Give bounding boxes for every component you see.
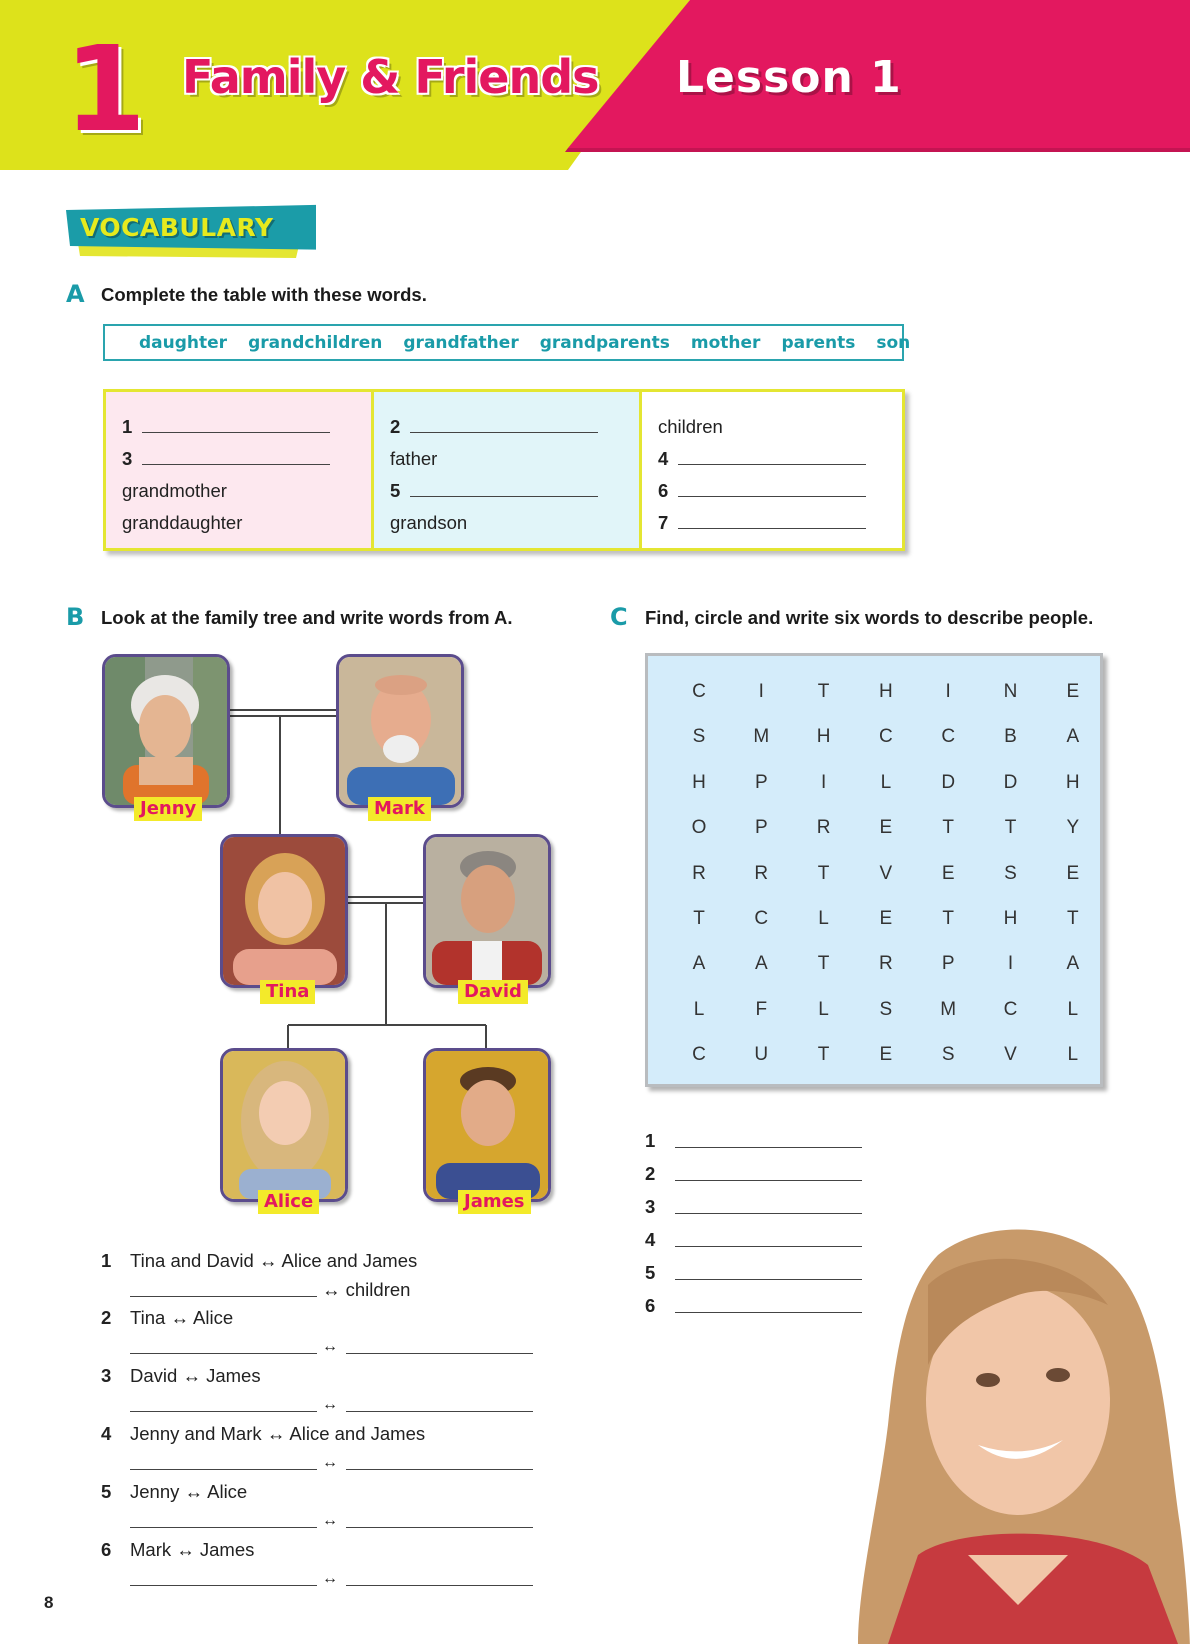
table-item-number: 2 bbox=[390, 416, 401, 437]
photo-alice bbox=[220, 1048, 348, 1202]
answer-blank[interactable] bbox=[130, 1411, 317, 1412]
item-number: 2 bbox=[101, 1307, 112, 1328]
name-label-david: David bbox=[458, 980, 528, 1004]
word-search-letter[interactable]: P bbox=[754, 817, 768, 839]
exercise-b-item-2 bbox=[101, 1307, 233, 1329]
answer-blank[interactable] bbox=[142, 416, 330, 433]
word-search-letter[interactable]: B bbox=[1004, 726, 1017, 748]
word-search-letter[interactable]: L bbox=[880, 771, 892, 793]
answer-number: 4 bbox=[645, 1229, 656, 1250]
word-search-grid[interactable] bbox=[645, 653, 1103, 1087]
answer-blank[interactable] bbox=[346, 1353, 533, 1354]
word-search-letter[interactable]: S bbox=[941, 1044, 955, 1066]
unit-header bbox=[0, 0, 1190, 175]
answer-blank[interactable] bbox=[346, 1527, 533, 1528]
word-search-letter[interactable]: E bbox=[879, 908, 893, 929]
name-label-alice: Alice bbox=[258, 1190, 319, 1214]
answer-blank[interactable] bbox=[130, 1527, 317, 1528]
answer-blank[interactable] bbox=[142, 448, 330, 465]
word-bank-item: daughter bbox=[139, 332, 228, 353]
word-search-letter[interactable]: D bbox=[941, 771, 956, 793]
exercise-b-item-4 bbox=[101, 1423, 425, 1445]
answer-blank[interactable] bbox=[675, 1147, 862, 1148]
word-search-letter[interactable]: T bbox=[693, 908, 705, 929]
photo-mark bbox=[336, 654, 464, 808]
word-search-letter[interactable]: C bbox=[941, 726, 956, 748]
vocabulary-badge bbox=[66, 200, 316, 260]
word-search-letter[interactable]: I bbox=[1007, 953, 1014, 975]
word-search-letter[interactable]: A bbox=[1066, 726, 1080, 748]
word-search-letter[interactable]: T bbox=[942, 908, 954, 929]
exercise-b-item-3 bbox=[101, 1365, 261, 1387]
word-search-letter[interactable]: L bbox=[818, 998, 829, 1020]
word-search-letter[interactable]: Y bbox=[1066, 817, 1080, 839]
word-search-letter[interactable]: V bbox=[879, 862, 893, 884]
item-prompt: David ↔ James bbox=[130, 1365, 261, 1386]
item-prompt: Tina and David ↔ Alice and James bbox=[130, 1250, 418, 1271]
answer-blank[interactable] bbox=[675, 1213, 862, 1214]
arrow-symbol: ↔ bbox=[322, 1454, 338, 1471]
word-box bbox=[103, 324, 911, 361]
word-search-letter[interactable]: U bbox=[754, 1044, 769, 1066]
answer-number: 3 bbox=[645, 1196, 656, 1217]
word-search-letter[interactable]: P bbox=[754, 771, 768, 793]
word-search-letter[interactable]: R bbox=[879, 953, 893, 975]
answer-blank[interactable] bbox=[410, 416, 598, 433]
table-item-number: 6 bbox=[658, 480, 669, 501]
photo-jenny bbox=[102, 654, 230, 808]
word-search-letter[interactable]: T bbox=[817, 862, 830, 884]
answer-number: 5 bbox=[645, 1262, 656, 1283]
word-search-letter[interactable]: D bbox=[1003, 771, 1018, 793]
item-number: 3 bbox=[101, 1365, 112, 1386]
word-search-letter[interactable]: E bbox=[1066, 681, 1080, 702]
word-search-letter[interactable]: C bbox=[879, 726, 893, 748]
smiling-girl-photo bbox=[818, 1225, 1190, 1644]
word-search-letter[interactable]: I bbox=[820, 771, 827, 793]
word-search-letter[interactable]: I bbox=[945, 681, 951, 702]
word-bank-item: grandchildren bbox=[248, 332, 383, 353]
word-search-letter[interactable]: N bbox=[1003, 681, 1018, 702]
exercise-b-item-6 bbox=[101, 1539, 254, 1561]
exercise-b-item-1 bbox=[101, 1250, 417, 1272]
answer-number: 1 bbox=[645, 1130, 656, 1151]
item-prompt: Jenny ↔ Alice bbox=[130, 1481, 248, 1502]
word-search-letter[interactable]: H bbox=[879, 681, 893, 702]
answer-blank[interactable] bbox=[678, 480, 866, 497]
table-word: granddaughter bbox=[122, 512, 243, 533]
word-bank-item: mother bbox=[690, 332, 761, 353]
word-search-letter[interactable]: T bbox=[942, 817, 954, 839]
item-number: 1 bbox=[101, 1250, 112, 1271]
item-prompt: Mark ↔ James bbox=[130, 1539, 255, 1560]
answer-blank[interactable] bbox=[130, 1585, 317, 1586]
name-label-mark: Mark bbox=[368, 797, 431, 821]
word-search-letter[interactable]: L bbox=[1067, 998, 1079, 1020]
son-portrait-image bbox=[426, 1051, 548, 1199]
word-search-letter[interactable]: S bbox=[879, 998, 893, 1020]
unit-number: 1 bbox=[64, 20, 147, 158]
word-search-letter[interactable]: M bbox=[753, 726, 770, 748]
word-search-letter[interactable]: T bbox=[1004, 817, 1017, 839]
photo-tina bbox=[220, 834, 348, 988]
word-search-letter[interactable]: H bbox=[816, 726, 831, 748]
table-word: grandson bbox=[390, 512, 468, 533]
word-search-letter[interactable]: E bbox=[941, 862, 955, 884]
table-item-number: 5 bbox=[390, 480, 401, 501]
arrow-symbol: ↔ bbox=[322, 1570, 338, 1587]
answer-blank[interactable] bbox=[678, 448, 866, 465]
section-b-letter: B bbox=[66, 603, 85, 631]
section-b-instruction: Look at the family tree and write words from A. bbox=[101, 607, 513, 628]
section-c-instruction: Find, circle and write six words to describe people. bbox=[645, 607, 1094, 628]
page-number: 8 bbox=[44, 1593, 54, 1612]
name-label-jenny: Jenny bbox=[134, 797, 202, 821]
daughter-portrait-image bbox=[223, 1051, 345, 1199]
word-search-letter[interactable]: H bbox=[1065, 771, 1080, 793]
answer-number: 2 bbox=[645, 1163, 656, 1184]
table-item-number: 4 bbox=[658, 448, 669, 469]
word-search-letter[interactable]: R bbox=[816, 817, 831, 839]
item-prompt: Tina ↔ Alice bbox=[130, 1307, 234, 1328]
photo-james bbox=[423, 1048, 551, 1202]
answer-blank[interactable] bbox=[130, 1296, 317, 1297]
word-search-letter[interactable]: R bbox=[754, 862, 769, 884]
table-column-male bbox=[374, 392, 642, 548]
word-search-letter[interactable]: A bbox=[754, 953, 768, 975]
answer-blank[interactable] bbox=[130, 1469, 317, 1470]
photo-david bbox=[423, 834, 551, 988]
word-search-letter[interactable]: S bbox=[692, 726, 706, 748]
word-search-letter[interactable]: E bbox=[879, 1044, 893, 1066]
word-search-letter[interactable]: T bbox=[817, 953, 830, 975]
arrow-symbol: ↔ bbox=[322, 1512, 338, 1529]
given-answer: ↔ children bbox=[322, 1279, 411, 1300]
word-bank-item: son bbox=[876, 332, 911, 353]
word-search-letter[interactable]: L bbox=[1067, 1044, 1079, 1066]
section-a-letter: A bbox=[66, 280, 85, 308]
word-search-letter[interactable]: F bbox=[755, 998, 768, 1020]
table-column-plural bbox=[642, 392, 902, 548]
table-column-female bbox=[106, 392, 374, 548]
name-label-tina: Tina bbox=[260, 980, 315, 1004]
word-bank-item: parents bbox=[781, 332, 856, 353]
word-search-letter[interactable]: M bbox=[940, 998, 957, 1020]
table-word: grandmother bbox=[122, 480, 227, 501]
word-search-letter[interactable]: S bbox=[1004, 862, 1017, 884]
word-search-letter[interactable]: R bbox=[692, 862, 706, 884]
vocabulary-table bbox=[103, 389, 905, 551]
father-portrait-image bbox=[426, 837, 548, 985]
word-search-letter[interactable]: L bbox=[818, 908, 829, 929]
grandfather-portrait-image bbox=[339, 657, 461, 805]
answer-blank[interactable] bbox=[130, 1353, 317, 1354]
answer-blank[interactable] bbox=[346, 1585, 533, 1586]
item-number: 6 bbox=[101, 1539, 112, 1560]
word-search-letter[interactable]: A bbox=[1066, 953, 1080, 975]
word-search-letter[interactable]: C bbox=[692, 1044, 706, 1066]
table-item-number: 7 bbox=[658, 512, 669, 533]
table-word: children bbox=[658, 416, 723, 437]
word-search-letter[interactable]: T bbox=[817, 1044, 830, 1066]
word-search-letter[interactable]: V bbox=[1004, 1044, 1017, 1066]
word-search-letter[interactable]: A bbox=[692, 953, 706, 975]
exercise-b-item-5 bbox=[101, 1481, 247, 1503]
word-search-letter[interactable]: T bbox=[1066, 908, 1079, 929]
answer-number: 6 bbox=[645, 1295, 656, 1316]
arrow-symbol: ↔ bbox=[322, 1338, 338, 1355]
word-search-letter[interactable]: O bbox=[691, 817, 707, 839]
answer-blank[interactable] bbox=[346, 1411, 533, 1412]
item-number: 4 bbox=[101, 1423, 112, 1444]
table-word: father bbox=[390, 448, 438, 469]
unit-title: Family & Friends bbox=[182, 50, 599, 104]
word-search-letter[interactable]: H bbox=[1003, 908, 1018, 929]
grandmother-portrait-image bbox=[105, 657, 227, 805]
item-number: 5 bbox=[101, 1481, 112, 1502]
section-c-letter: C bbox=[610, 603, 628, 631]
answer-blank[interactable] bbox=[410, 480, 598, 497]
mother-portrait-image bbox=[223, 837, 345, 985]
vocabulary-label: VOCABULARY bbox=[80, 213, 274, 242]
word-search-letter[interactable]: C bbox=[1003, 998, 1018, 1020]
word-search-letter[interactable]: E bbox=[1066, 862, 1080, 884]
word-bank-item: grandparents bbox=[539, 332, 670, 353]
word-search-letter[interactable]: C bbox=[692, 681, 706, 702]
item-prompt: Jenny and Mark ↔ Alice and James bbox=[130, 1423, 426, 1444]
word-search-letter[interactable]: L bbox=[693, 998, 705, 1020]
word-search-letter[interactable]: T bbox=[817, 681, 830, 702]
answer-blank[interactable] bbox=[678, 512, 866, 529]
word-search-letter[interactable]: I bbox=[758, 681, 764, 702]
word-bank-item: grandfather bbox=[403, 332, 519, 353]
answer-blank[interactable] bbox=[346, 1469, 533, 1470]
word-search-letter[interactable]: P bbox=[941, 953, 955, 975]
name-label-james: James bbox=[458, 1190, 531, 1214]
arrow-symbol: ↔ bbox=[322, 1396, 338, 1413]
word-search-letter[interactable]: C bbox=[754, 908, 769, 929]
answer-blank[interactable] bbox=[675, 1180, 862, 1181]
section-a-instruction: Complete the table with these words. bbox=[101, 284, 427, 305]
lesson-title: Lesson 1 bbox=[676, 52, 902, 103]
word-search-letter[interactable]: E bbox=[879, 817, 893, 839]
word-search-letter[interactable]: H bbox=[692, 771, 706, 793]
table-item-number: 3 bbox=[122, 448, 133, 469]
table-item-number: 1 bbox=[122, 416, 133, 437]
